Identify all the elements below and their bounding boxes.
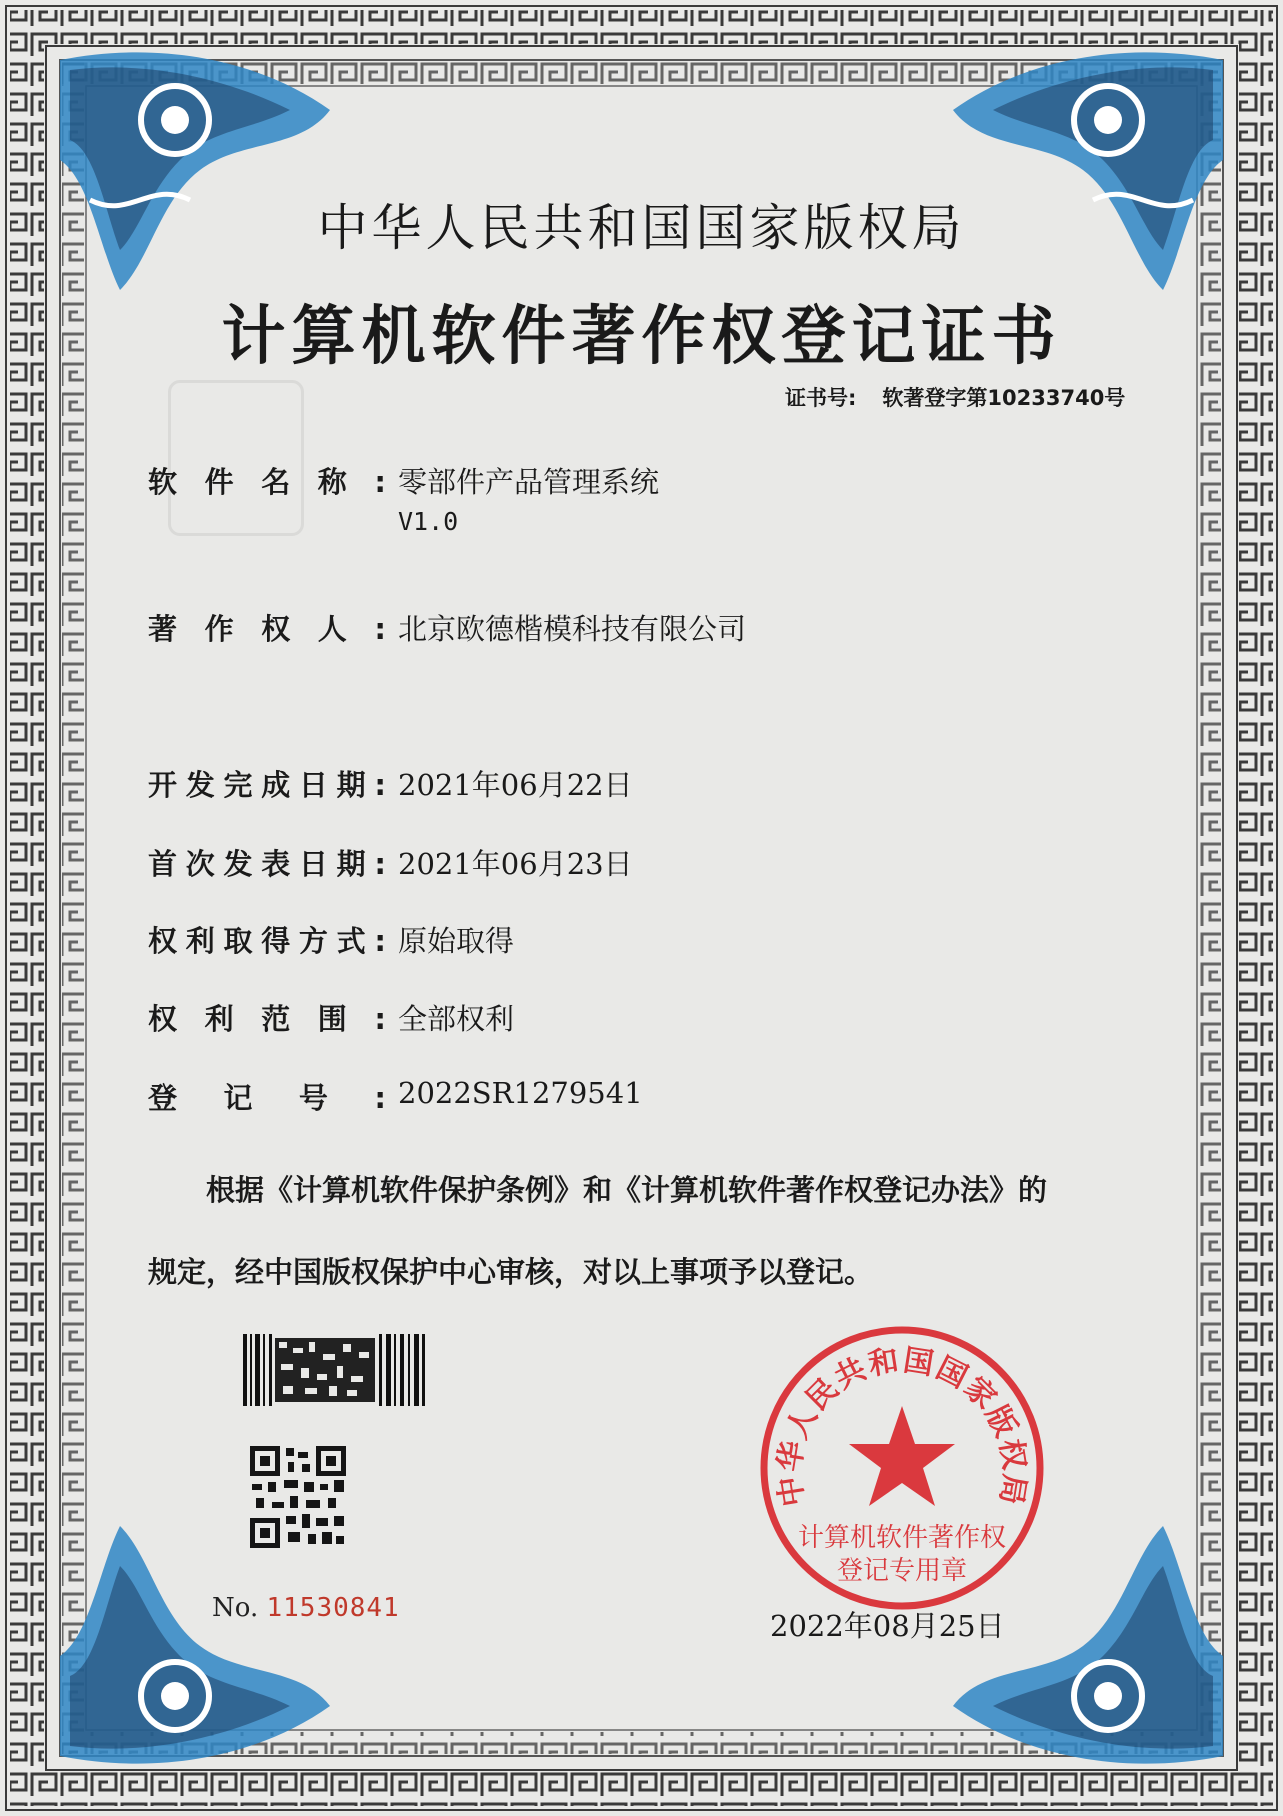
field-label: 开发完成日期: [148, 768, 386, 802]
certificate-number-value: 软著登字第10233740号 [882, 386, 1126, 410]
field-publication-date [148, 842, 633, 883]
field-label: 首次发表日期: [148, 847, 386, 881]
certificate-title: 计算机软件著作权登记证书 [221, 300, 1062, 374]
field-acquisition-method [148, 919, 514, 960]
serial-value: 11530841 [266, 1593, 400, 1623]
star-icon [849, 1406, 955, 1506]
field-label: 登记号: [148, 1081, 386, 1115]
legal-basis-line-1: 根据《计算机软件保护条例》和《计算机软件著作权登记办法》的 [206, 1173, 1048, 1207]
field-development-date [148, 763, 633, 804]
field-label: 权利范围: [148, 1002, 386, 1036]
corner-ornament-bottom-left [60, 1526, 330, 1764]
barcode-icon [243, 1334, 427, 1406]
field-registration-number [148, 1076, 643, 1117]
field-value: 2021年06月22日 [398, 768, 633, 802]
certificate-number-label: 证书号: [785, 386, 857, 410]
legal-basis-line-2: 规定，经中国版权保护中心审核，对以上事项予以登记。 [148, 1255, 874, 1289]
field-software-name [148, 460, 659, 536]
issuer-name: 中华人民共和国国家版权局 [317, 199, 966, 257]
software-name-value: 零部件产品管理系统 [398, 465, 660, 499]
serial-number [212, 1593, 400, 1623]
field-value: 2022SR1279541 [398, 1076, 643, 1110]
field-rights-scope [148, 997, 514, 1038]
issue-date: 2022年08月25日 [770, 1609, 1005, 1643]
field-label: 著作权人: [148, 612, 386, 646]
field-value: 原始取得 [398, 924, 515, 958]
seal-line-2: 登记专用章 [836, 1556, 968, 1586]
field-label: 权利取得方式: [148, 924, 386, 958]
field-copyright-owner [148, 607, 746, 648]
field-value: 北京欧德楷模科技有限公司 [398, 612, 747, 646]
field-value [398, 460, 659, 536]
software-version-value: V1.0 [398, 507, 459, 536]
qr-code-icon [250, 1446, 346, 1548]
field-label: 软件名称: [148, 465, 386, 499]
field-value: 2021年06月23日 [398, 847, 633, 881]
official-seal [757, 1323, 1047, 1613]
serial-prefix: No. [212, 1593, 259, 1623]
seal-ring-text: 中华人民共和国国家版权局 [772, 1342, 1032, 1509]
field-value: 全部权利 [398, 1002, 515, 1036]
certificate-number [785, 382, 1125, 412]
seal-line-1: 计算机软件著作权 [797, 1523, 1007, 1553]
